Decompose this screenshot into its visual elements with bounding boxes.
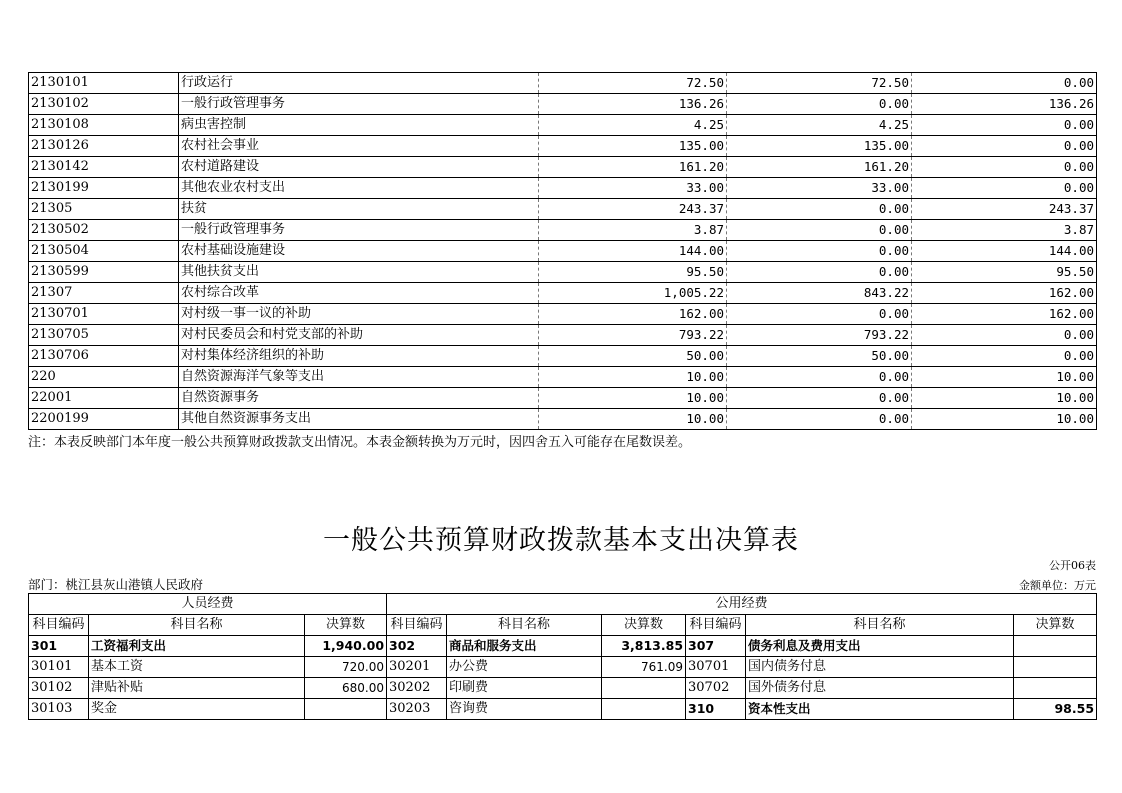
table-row [29,304,1097,325]
amount [1014,657,1097,678]
subject-code: 2130199 [29,178,179,199]
total-amount: 144.00 [539,241,727,262]
table-row [29,73,1097,94]
subject-code: 2130706 [29,346,179,367]
col-amount: 决算数 [1014,615,1097,636]
col-amount: 决算数 [602,615,686,636]
subject-name: 咨询费 [447,699,602,720]
subject-code: 30102 [29,678,89,699]
total-amount: 50.00 [539,346,727,367]
basic-amount: 4.25 [727,115,912,136]
basic-amount: 793.22 [727,325,912,346]
total-amount: 136.26 [539,94,727,115]
table-row [29,262,1097,283]
basic-amount: 0.00 [727,367,912,388]
subject-code: 21305 [29,199,179,220]
total-amount: 162.00 [539,304,727,325]
table-row [29,325,1097,346]
subject-name: 农村基础设施建设 [179,241,539,262]
total-amount: 4.25 [539,115,727,136]
table-row [29,136,1097,157]
basic-amount: 161.20 [727,157,912,178]
subject-code: 2130142 [29,157,179,178]
project-amount: 0.00 [912,325,1097,346]
basic-amount: 0.00 [727,388,912,409]
subject-code: 2130101 [29,73,179,94]
amount: 1,940.00 [305,636,387,657]
amount [1014,636,1097,657]
basic-amount: 0.00 [727,262,912,283]
total-amount: 10.00 [539,388,727,409]
subject-code: 2130502 [29,220,179,241]
table-row [29,367,1097,388]
col-code: 科目编码 [29,615,89,636]
amount: 680.00 [305,678,387,699]
subject-name: 津贴补贴 [89,678,305,699]
total-amount: 3.87 [539,220,727,241]
subject-name: 对村级一事一议的补助 [179,304,539,325]
table-row [29,199,1097,220]
subject-code: 2130108 [29,115,179,136]
project-amount: 10.00 [912,409,1097,430]
table-row [29,636,1097,657]
form-code: 公开06表 [1049,559,1096,572]
unit-label: 金额单位：万元 [1019,579,1096,592]
subject-name: 农村综合改革 [179,283,539,304]
total-amount: 135.00 [539,136,727,157]
total-amount: 72.50 [539,73,727,94]
subject-name: 资本性支出 [746,699,1014,720]
project-amount: 0.00 [912,157,1097,178]
project-amount: 0.00 [912,346,1097,367]
subject-code: 2130504 [29,241,179,262]
total-amount: 33.00 [539,178,727,199]
subject-name: 其他扶贫支出 [179,262,539,283]
col-amount: 决算数 [305,615,387,636]
subject-code: 30101 [29,657,89,678]
subject-code: 30702 [686,678,746,699]
amount [1014,678,1097,699]
table-row [29,346,1097,367]
project-amount: 10.00 [912,367,1097,388]
total-amount: 10.00 [539,367,727,388]
basic-amount: 0.00 [727,199,912,220]
subject-code: 30203 [387,699,447,720]
table-row [29,388,1097,409]
subject-name: 对村民委员会和村党支部的补助 [179,325,539,346]
table-row [29,178,1097,199]
table-row [29,678,1097,699]
subject-name: 其他自然资源事务支出 [179,409,539,430]
project-amount: 0.00 [912,73,1097,94]
project-amount: 144.00 [912,241,1097,262]
table-row [29,220,1097,241]
col-name: 科目名称 [89,615,305,636]
total-amount: 1,005.22 [539,283,727,304]
department-label: 部门：桃江县灰山港镇人民政府 [28,577,204,592]
project-amount: 10.00 [912,388,1097,409]
subject-code: 2130102 [29,94,179,115]
page-title: 一般公共预算财政拨款基本支出决算表 [323,525,799,556]
subject-name: 一般行政管理事务 [179,220,539,241]
total-amount: 161.20 [539,157,727,178]
subject-name: 国外债务付息 [746,678,1014,699]
subject-code: 2130705 [29,325,179,346]
amount [602,678,686,699]
table-row [29,157,1097,178]
subject-code: 21307 [29,283,179,304]
subject-name: 商品和服务支出 [447,636,602,657]
basic-expenditure-table [28,593,1097,720]
subject-code: 307 [686,636,746,657]
project-amount: 0.00 [912,136,1097,157]
project-amount: 243.37 [912,199,1097,220]
group-public: 公用经费 [387,594,1097,615]
subject-name: 办公费 [447,657,602,678]
table-row [29,699,1097,720]
subject-name: 病虫害控制 [179,115,539,136]
project-amount: 136.26 [912,94,1097,115]
amount: 720.00 [305,657,387,678]
table-row [29,241,1097,262]
subject-name: 农村社会事业 [179,136,539,157]
subject-name: 工资福利支出 [89,636,305,657]
amount: 761.09 [602,657,686,678]
subject-name: 债务利息及费用支出 [746,636,1014,657]
subject-name: 基本工资 [89,657,305,678]
basic-amount: 72.50 [727,73,912,94]
basic-amount: 0.00 [727,304,912,325]
amount: 98.55 [1014,699,1097,720]
basic-amount: 843.22 [727,283,912,304]
basic-amount: 0.00 [727,241,912,262]
table-row [29,657,1097,678]
subject-code: 30103 [29,699,89,720]
basic-amount: 0.00 [727,220,912,241]
subject-code: 22001 [29,388,179,409]
subject-code: 30201 [387,657,447,678]
group-personnel: 人员经费 [29,594,387,615]
subject-name: 农村道路建设 [179,157,539,178]
total-amount: 10.00 [539,409,727,430]
table-row [29,409,1097,430]
subject-code: 220 [29,367,179,388]
subject-name: 自然资源事务 [179,388,539,409]
col-name: 科目名称 [447,615,602,636]
subject-code: 310 [686,699,746,720]
project-amount: 162.00 [912,304,1097,325]
subject-name: 其他农业农村支出 [179,178,539,199]
amount: 3,813.85 [602,636,686,657]
subject-name: 行政运行 [179,73,539,94]
subject-name: 奖金 [89,699,305,720]
basic-amount: 50.00 [727,346,912,367]
total-amount: 243.37 [539,199,727,220]
subject-name: 国内债务付息 [746,657,1014,678]
subject-code: 2130126 [29,136,179,157]
basic-amount: 33.00 [727,178,912,199]
col-name: 科目名称 [746,615,1014,636]
project-amount: 0.00 [912,178,1097,199]
col-code: 科目编码 [387,615,447,636]
project-amount: 0.00 [912,115,1097,136]
amount [602,699,686,720]
basic-amount: 0.00 [727,94,912,115]
subject-code: 30202 [387,678,447,699]
table-row [29,94,1097,115]
amount [305,699,387,720]
project-amount: 95.50 [912,262,1097,283]
subject-code: 302 [387,636,447,657]
expenditure-detail-table [28,72,1097,430]
total-amount: 793.22 [539,325,727,346]
subject-name: 扶贫 [179,199,539,220]
subject-code: 2130701 [29,304,179,325]
table-row [29,115,1097,136]
subject-code: 30701 [686,657,746,678]
subject-name: 自然资源海洋气象等支出 [179,367,539,388]
col-code: 科目编码 [686,615,746,636]
table-row [29,283,1097,304]
project-amount: 3.87 [912,220,1097,241]
subject-name: 一般行政管理事务 [179,94,539,115]
table-note: 注：本表反映部门本年度一般公共预算财政拨款支出情况。本表金额转换为万元时，因四舍五入可能存在尾数误差。 [28,435,692,450]
subject-code: 2200199 [29,409,179,430]
subject-name: 对村集体经济组织的补助 [179,346,539,367]
column-header-row [29,615,1097,636]
subject-name: 印刷费 [447,678,602,699]
basic-amount: 0.00 [727,409,912,430]
subject-code: 2130599 [29,262,179,283]
group-header-row [29,594,1097,615]
project-amount: 162.00 [912,283,1097,304]
subject-code: 301 [29,636,89,657]
basic-amount: 135.00 [727,136,912,157]
total-amount: 95.50 [539,262,727,283]
